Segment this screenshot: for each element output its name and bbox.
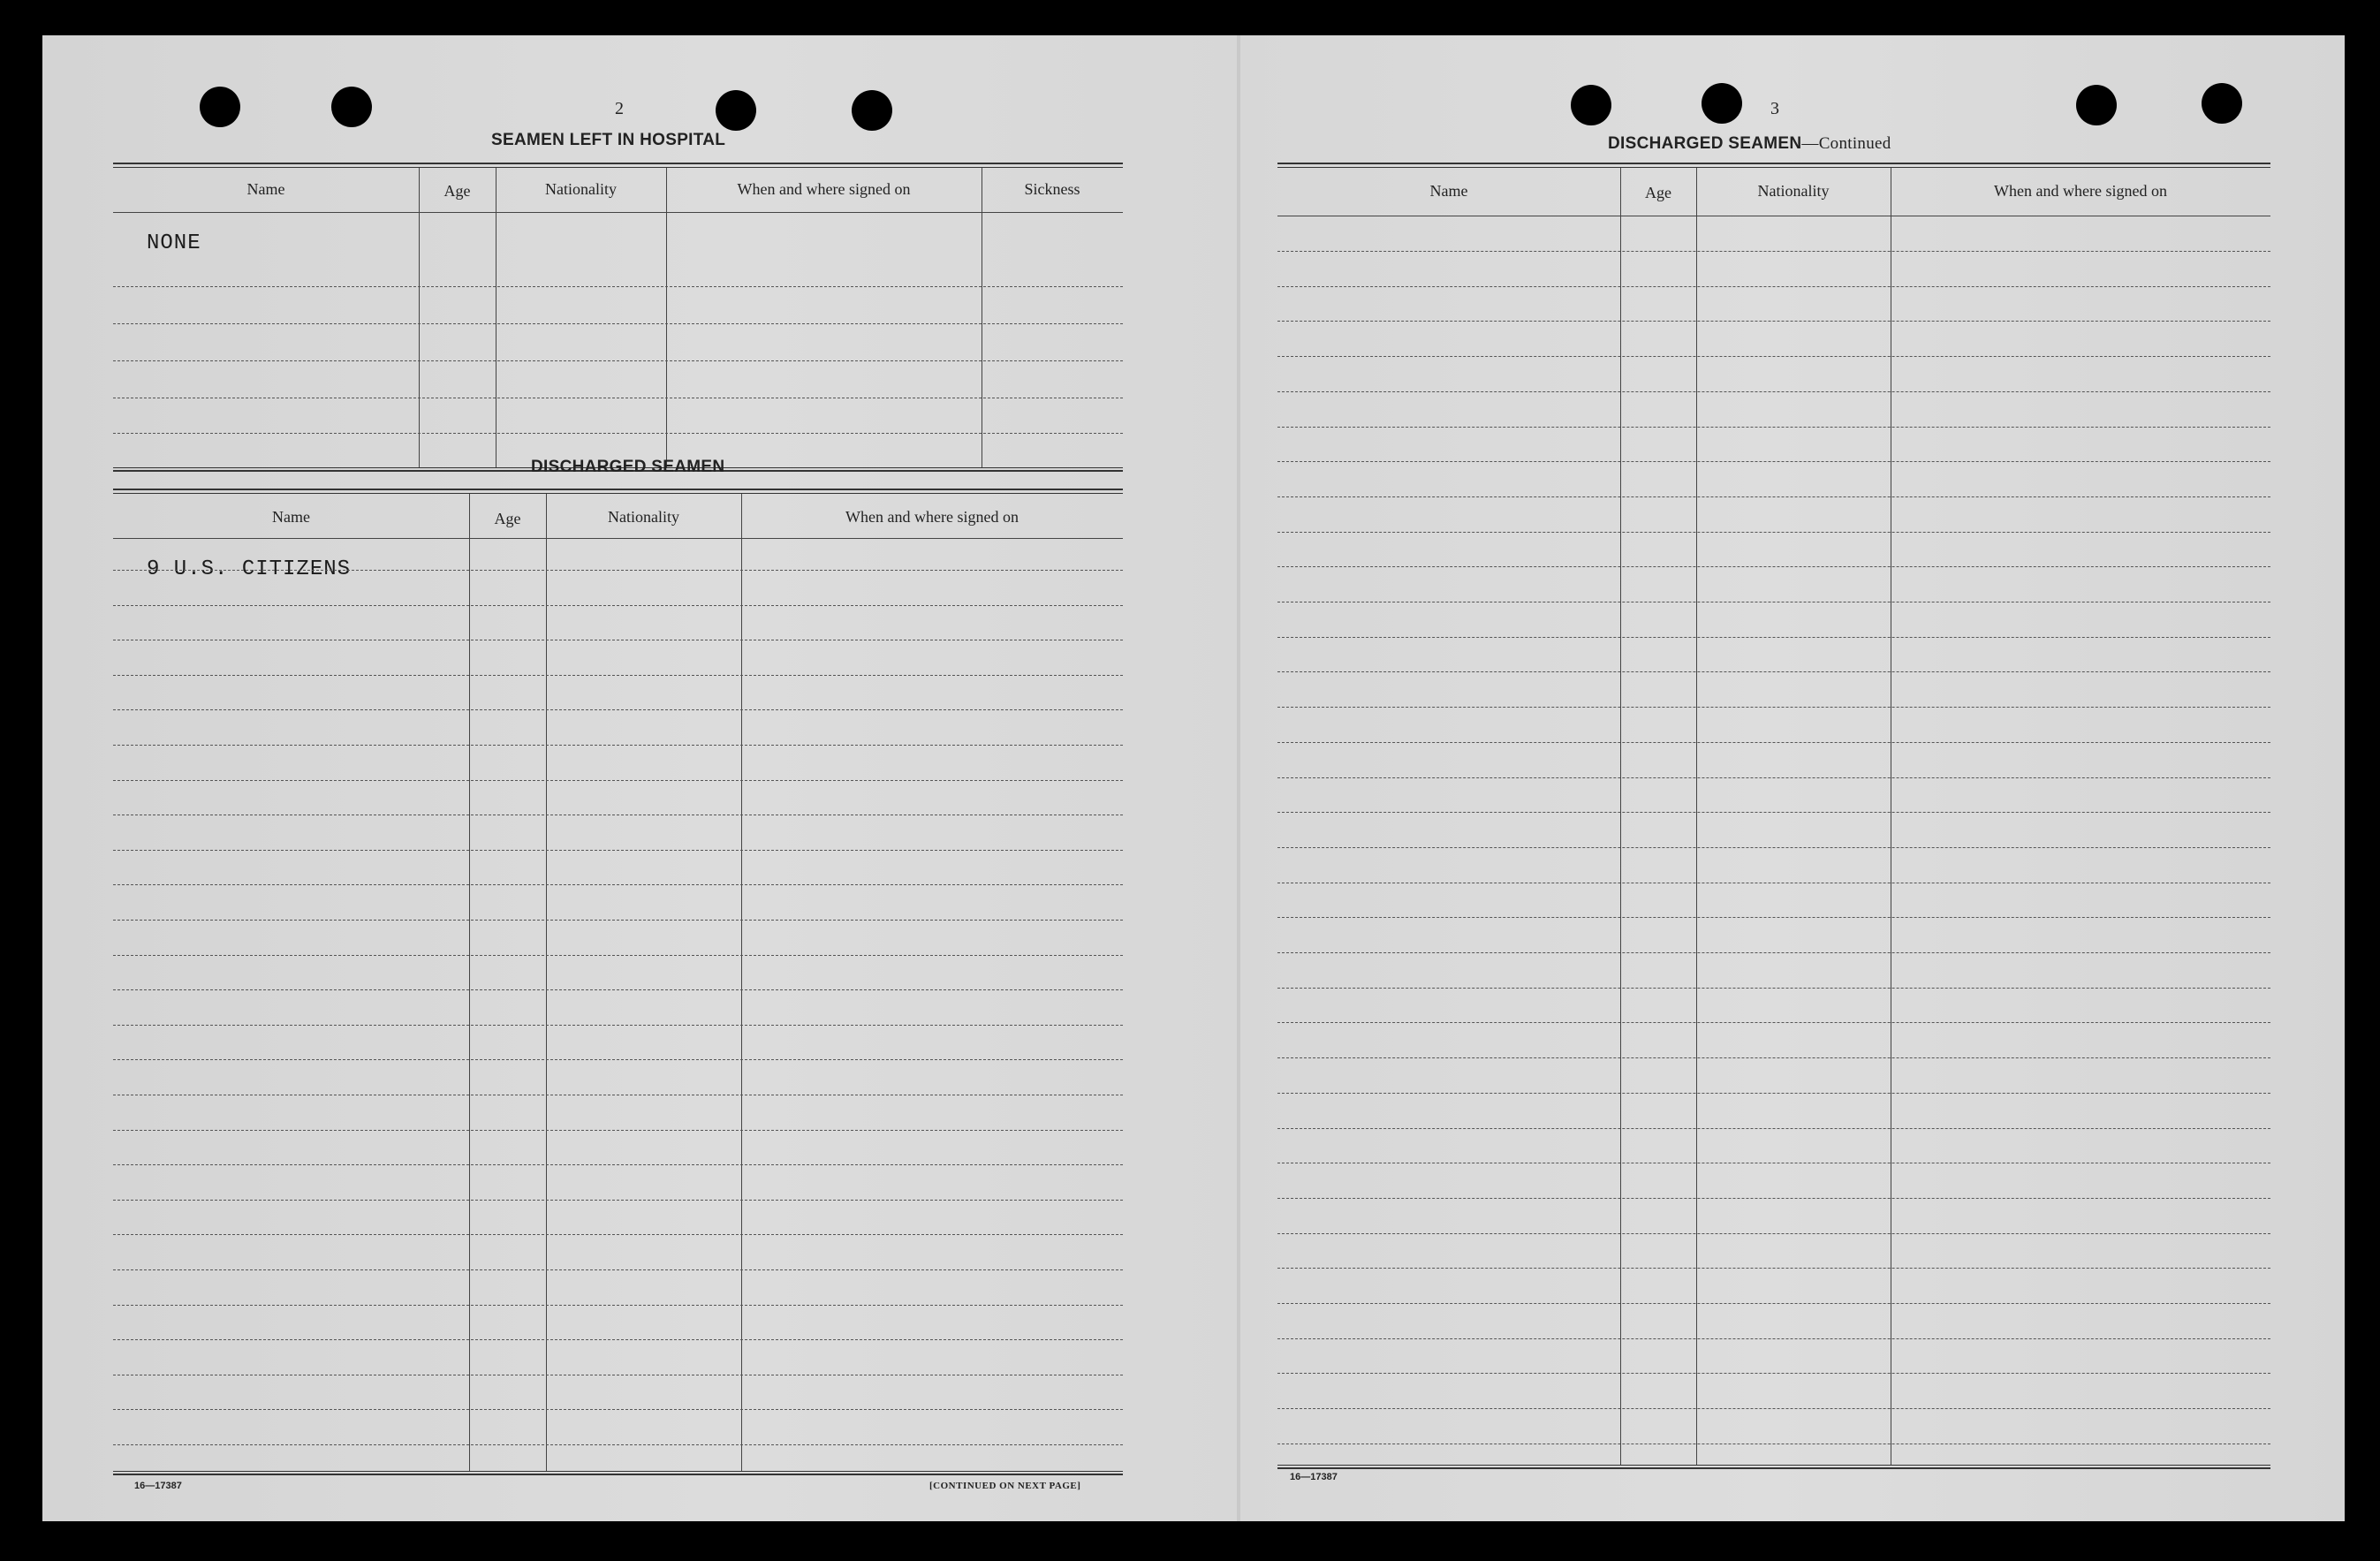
discharged-table-right: [1277, 163, 2270, 1470]
entry-line: [113, 286, 1123, 287]
entry-line: [1277, 1128, 2270, 1129]
header-age: Age: [494, 510, 521, 527]
entry-line: [1277, 812, 2270, 813]
column-divider: [666, 168, 667, 468]
entry-line: [113, 1130, 1123, 1131]
form-sheet: [42, 35, 2345, 1521]
entry-line: [113, 1025, 1123, 1026]
entry-line: [113, 360, 1123, 361]
entry-line: [113, 1339, 1123, 1340]
entry-line: [1277, 1408, 2270, 1409]
page-number-right: 3: [1770, 99, 1779, 118]
entry-line: [1277, 742, 2270, 743]
entry-line: [1277, 637, 2270, 638]
entry-line: [113, 323, 1123, 324]
header-sickness: Sickness: [1024, 180, 1080, 198]
entry-line: [1277, 707, 2270, 708]
entry-line: [113, 1444, 1123, 1445]
header-age: Age: [443, 182, 471, 200]
title-main: DISCHARGED SEAMEN: [1608, 134, 1802, 153]
entry-line: [1277, 356, 2270, 357]
continued-note: [CONTINUED ON NEXT PAGE]: [929, 1481, 1081, 1491]
entry-line: [113, 1409, 1123, 1410]
entry-line: [1277, 1093, 2270, 1094]
entry-line: [113, 570, 1123, 571]
header-age: Age: [1645, 184, 1671, 201]
entry-line: [113, 989, 1123, 990]
entry-line: [113, 850, 1123, 851]
hospital-table: [113, 163, 1123, 472]
header-name: Name: [246, 180, 285, 198]
entry-line: [1277, 1268, 2270, 1269]
punch-hole: [2076, 85, 2117, 125]
page-fold: [1237, 35, 1240, 1521]
punch-hole: [852, 90, 892, 131]
entry-line: [1277, 461, 2270, 462]
form-number-right: 16—17387: [1290, 1472, 1338, 1482]
punch-hole: [1702, 83, 1742, 124]
punch-hole: [1571, 85, 1611, 125]
entry-line: [1277, 532, 2270, 533]
column-divider: [1620, 168, 1621, 1465]
entry-line: [1277, 671, 2270, 672]
entry-line: [113, 605, 1123, 606]
punch-hole: [331, 87, 372, 127]
entry-line: [1277, 427, 2270, 428]
hospital-entry-text: NONE: [147, 231, 201, 255]
entry-line: [1277, 1198, 2270, 1199]
entry-line: [1277, 847, 2270, 848]
punch-hole: [200, 87, 240, 127]
entry-line: [113, 884, 1123, 885]
entry-line: [1277, 952, 2270, 953]
entry-line: [113, 433, 1123, 434]
header-name: Name: [1429, 182, 1468, 200]
entry-line: [113, 780, 1123, 781]
column-divider: [419, 168, 420, 468]
entry-line: [1277, 1338, 2270, 1339]
entry-line: [1277, 566, 2270, 567]
entry-line: [113, 709, 1123, 710]
entry-line: [113, 955, 1123, 956]
entry-line: [1277, 988, 2270, 989]
entry-line: [113, 920, 1123, 921]
entry-line: [1277, 286, 2270, 287]
page-number-left: 2: [615, 99, 624, 118]
entry-line: [1277, 1233, 2270, 1234]
entry-line: [1277, 917, 2270, 918]
header-nationality: Nationality: [545, 180, 617, 198]
header-when-where: When and where signed on: [845, 508, 1019, 526]
entry-line: [1277, 1022, 2270, 1023]
entry-line: [113, 745, 1123, 746]
header-nationality: Nationality: [1757, 182, 1830, 200]
bottom-rule: [113, 1471, 1123, 1475]
discharged-section-title: DISCHARGED SEAMEN: [531, 458, 725, 476]
header-name: Name: [272, 508, 310, 526]
entry-line: [113, 1234, 1123, 1235]
punch-hole: [2202, 83, 2242, 124]
title-suffix: —Continued: [1801, 134, 1891, 153]
header-when-where: When and where signed on: [737, 180, 911, 198]
discharged-table-left: [113, 489, 1123, 1476]
hospital-section-title: SEAMEN LEFT IN HOSPITAL: [491, 131, 726, 149]
entry-line: [113, 1059, 1123, 1060]
entry-line: [1277, 496, 2270, 497]
discharged-entry-text: 9 U.S. CITIZENS: [147, 557, 352, 581]
entry-line: [1277, 321, 2270, 322]
entry-line: [1277, 251, 2270, 252]
discharged-continued-title: [1608, 134, 1891, 154]
entry-line: [1277, 1303, 2270, 1304]
entry-line: [113, 675, 1123, 676]
entry-line: [1277, 391, 2270, 392]
entry-line: [1277, 1373, 2270, 1374]
entry-line: [113, 1164, 1123, 1165]
entry-line: [1277, 1057, 2270, 1058]
header-when-where: When and where signed on: [1994, 182, 2167, 200]
form-number-left: 16—17387: [134, 1481, 182, 1491]
bottom-rule: [1277, 1465, 2270, 1469]
entry-line: [113, 1269, 1123, 1270]
entry-line: [113, 1305, 1123, 1306]
header-nationality: Nationality: [608, 508, 679, 526]
punch-hole: [716, 90, 756, 131]
column-divider: [1696, 168, 1697, 1465]
entry-line: [1277, 777, 2270, 778]
entry-line: [113, 1200, 1123, 1201]
